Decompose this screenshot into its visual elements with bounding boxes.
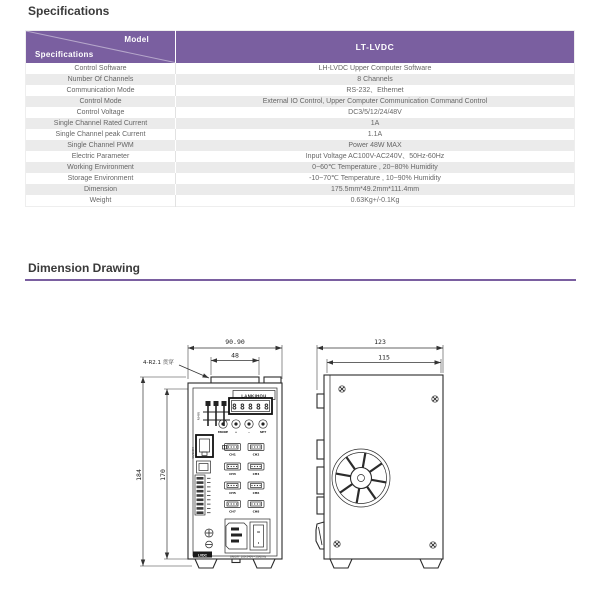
dim-width-tab <box>211 352 259 376</box>
specifications-heading: Specifications <box>28 4 110 18</box>
spec-label: Single Channel PWM <box>26 140 176 151</box>
switch-on-mark: I <box>257 541 260 545</box>
side-foot <box>420 559 442 568</box>
dim-value-depth-outer: 123 <box>374 338 386 346</box>
channel-label: CH6 <box>252 491 260 495</box>
table-row <box>26 184 575 195</box>
brand-text: LANKIHOU <box>241 393 267 399</box>
side-foot <box>330 559 352 568</box>
side-protrusion <box>317 467 324 494</box>
spec-label: Single Channel peak Current <box>26 129 176 140</box>
side-body-outline <box>324 375 443 559</box>
spec-value: 1.1A <box>176 129 575 140</box>
front-foot <box>195 559 217 568</box>
dim-depth-body <box>327 354 441 374</box>
channel-label: CH5 <box>229 491 236 495</box>
spec-value: 0~60℃ Temperature , 20~80% Humidity <box>176 162 575 173</box>
mounting-tab-left <box>211 377 259 383</box>
spec-label: Control Mode <box>26 96 176 107</box>
dim-value-height-body: 170 <box>159 469 167 481</box>
minus-button-label: - <box>248 430 250 434</box>
front-foot <box>253 559 275 568</box>
channel-label: CH3 <box>229 472 236 476</box>
spec-value: External IO Control, Upper Computer Communication Command Control <box>176 96 575 107</box>
header-model-label: Model <box>124 35 149 44</box>
dim-height-body <box>159 389 188 559</box>
spec-value: Input Voltage AC100V-AC240V、50Hz-60Hz <box>176 151 575 162</box>
mode-button-label: MODE <box>217 430 229 434</box>
table-row <box>26 151 575 162</box>
spec-label: Dimension <box>26 184 176 195</box>
display-digits: 88888 <box>231 402 273 412</box>
mounting-tab-right <box>264 377 281 383</box>
side-view-drawing <box>316 338 443 568</box>
lvdc-label-text: LVDC <box>198 553 207 558</box>
table-row <box>26 140 575 151</box>
seven-segment-display <box>229 398 272 414</box>
spec-label: Control Voltage <box>26 107 176 118</box>
side-switch-profile <box>316 522 324 549</box>
spec-label: Communication Mode <box>26 85 176 96</box>
lan-port-label: 10/100M <box>192 447 195 459</box>
table-row <box>26 118 575 129</box>
channel-label: CH1 <box>229 452 236 457</box>
side-protrusion <box>317 394 324 408</box>
switch-off-mark: O <box>257 530 260 534</box>
table-row <box>26 63 575 74</box>
rj45-port-icon <box>196 435 213 457</box>
dim-value-depth-body: 115 <box>378 353 390 362</box>
channel-label: CH7 <box>229 509 236 514</box>
spec-label: Storage Environment <box>26 173 176 184</box>
table-row <box>26 96 575 107</box>
spec-value: LH-LVDC Upper Computer Software <box>176 63 575 74</box>
spec-value: 1A <box>176 118 575 129</box>
spec-label: Single Channel Rated Current <box>26 118 176 129</box>
channel-label: CH4 <box>252 472 260 476</box>
spec-value: Power 48W MAX <box>176 140 575 151</box>
table-row <box>26 74 575 85</box>
channel-label: CH2 <box>252 452 260 457</box>
spec-value: -10~70℃ Temperature , 10~90% Humidity <box>176 173 575 184</box>
spec-value: 175.5mm*49.2mm*111.4mm <box>176 184 575 195</box>
dim-value-height-outer: 184 <box>135 469 143 481</box>
spec-label: Electric Parameter <box>26 151 176 162</box>
spec-label: Number Of Channels <box>26 74 176 85</box>
channel-label: CH8 <box>252 509 260 514</box>
table-row <box>26 173 575 184</box>
model-name-header: LT-LVDC <box>176 31 575 63</box>
table-corner-header <box>26 31 176 63</box>
table-row <box>26 195 575 207</box>
table-header-row <box>26 31 575 63</box>
specifications-table <box>25 30 575 207</box>
spec-label: Weight <box>26 195 176 207</box>
dim-value-width-outer: 90.90 <box>225 338 245 346</box>
front-center-tab <box>232 559 240 563</box>
header-specifications-label: Specifications <box>35 49 94 59</box>
front-view-drawing <box>135 338 282 568</box>
table-row <box>26 85 575 96</box>
spec-value: RS-232、Ethernet <box>176 85 575 96</box>
spec-value: DC3/5/12/24/48V <box>176 107 575 118</box>
spec-table-body <box>26 63 575 207</box>
dimension-drawing <box>130 327 470 579</box>
hole-note <box>143 358 209 378</box>
plus-button-label: + <box>234 430 238 434</box>
spec-label: Control Software <box>26 63 176 74</box>
dim-value-width-tab: 48 <box>231 351 239 360</box>
spec-value: 0.63Kg+/-0.1Kg <box>176 195 575 207</box>
table-row <box>26 162 575 173</box>
side-protrusion <box>317 497 324 514</box>
table-row <box>26 107 575 118</box>
section-divider <box>25 279 576 281</box>
hole-note-text: 4-R2.1 贯穿 <box>143 360 174 366</box>
table-row <box>26 129 575 140</box>
set-button-label: SET <box>259 430 267 434</box>
ground-screw-icon <box>205 529 213 537</box>
spec-value: 8 Channels <box>176 74 575 85</box>
side-protrusion <box>317 440 324 459</box>
spec-label: Working Environment <box>26 162 176 173</box>
dimension-drawing-heading: Dimension Drawing <box>28 261 141 275</box>
power-rating-text: ON/OFF 100-240V~50/60Hz <box>229 555 267 559</box>
dip-block-label: RS485 <box>197 411 201 421</box>
